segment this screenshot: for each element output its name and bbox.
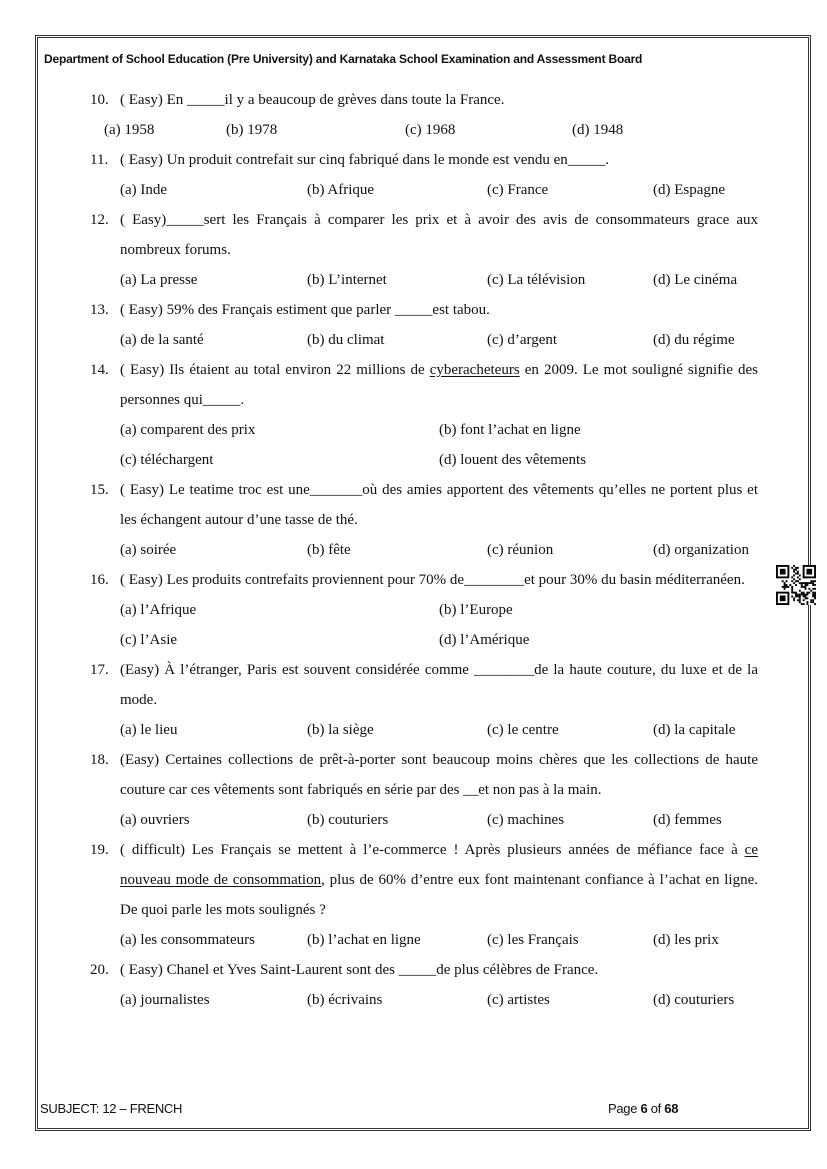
text-segment: ( Easy) Un produit contrefait sur cinq fabriqué dans le monde est vendu en_____.: [120, 152, 610, 168]
question: [90, 565, 758, 595]
answer-option: (d) l’Amérique: [439, 632, 530, 648]
page-header: Department of School Education (Pre University) and Karnataka School Examination and Assessment Board: [44, 52, 643, 66]
question-number: 15.: [90, 482, 109, 498]
question-text: [120, 475, 758, 535]
answer-option: (c) France: [487, 182, 549, 198]
question-text: [120, 955, 758, 985]
question: [90, 835, 758, 925]
footer-page-number: [608, 1101, 678, 1116]
answer-option: (a) l’Afrique: [120, 602, 197, 618]
question: [90, 145, 758, 175]
text-segment: en 2009. Le mot souligné signifie des personnes qui_____.: [120, 362, 758, 408]
answer-option: (b) L’internet: [307, 272, 387, 288]
question-number: 17.: [90, 662, 109, 678]
answer-option: (b) couturiers: [307, 812, 389, 828]
question: [90, 475, 758, 535]
question-text: [120, 835, 758, 925]
answer-option: (c) les Français: [487, 932, 579, 948]
answer-option: (a) Inde: [120, 182, 168, 198]
answer-option: (c) machines: [487, 812, 565, 828]
question-number: 18.: [90, 752, 109, 768]
answer-option: (c) 1968: [405, 122, 456, 138]
text-segment: ( Easy) Le teatime troc est une_______où des amies apportent des vêtements qu’elles ne portent plus et les échangent autour d’une tasse de thé.: [120, 482, 758, 528]
answer-option: (c) téléchargent: [120, 452, 214, 468]
underlined-text: nouveau mode de consommation: [120, 872, 322, 888]
question-text: [120, 85, 758, 115]
question-text: [120, 655, 758, 715]
options-row: [90, 115, 758, 145]
answer-option: (d) organization: [653, 542, 749, 558]
options-row: [90, 925, 758, 955]
answer-option: (a) journalistes: [120, 992, 210, 1008]
answer-option: (b) la siège: [307, 722, 374, 738]
answer-option: (b) du climat: [307, 332, 385, 348]
total-pages: 68: [664, 1101, 679, 1116]
question-number: 12.: [90, 212, 109, 228]
question-number: 16.: [90, 572, 109, 588]
answer-option: (b) écrivains: [307, 992, 383, 1008]
answer-option: (a) les consommateurs: [120, 932, 255, 948]
options-row: [90, 625, 758, 655]
question-text: [120, 205, 758, 265]
page-of-label: of: [647, 1101, 665, 1116]
question-text: [120, 745, 758, 805]
question: [90, 355, 758, 415]
text-segment: ( Easy) Ils étaient au total environ 22 millions de: [120, 362, 430, 378]
text-segment: ( Easy) En _____il y a beaucoup de grèves dans toute la France.: [120, 92, 505, 108]
question-list: [90, 85, 758, 1015]
text-segment: ( Easy) Les produits contrefaits proviennent pour 70% de________et pour 30% du basin méditerranéen.: [120, 572, 745, 588]
options-row: [90, 265, 758, 295]
answer-option: (b) font l’achat en ligne: [439, 422, 581, 438]
question-text: [120, 145, 758, 175]
underlined-text: cyberacheteurs: [429, 362, 520, 378]
question-number: 11.: [90, 152, 109, 168]
question: [90, 85, 758, 115]
answer-option: (c) l’Asie: [120, 632, 178, 648]
footer-subject: SUBJECT: 12 – FRENCH: [40, 1101, 183, 1116]
answer-option: (d) 1948: [572, 122, 624, 138]
qr-code-icon: [776, 565, 816, 605]
question-number: 10.: [90, 92, 109, 108]
question: [90, 745, 758, 805]
page-label: Page: [608, 1101, 641, 1116]
options-row: [90, 595, 758, 625]
answer-option: (a) 1958: [104, 122, 155, 138]
answer-option: (b) Afrique: [307, 182, 375, 198]
text-segment: , plus de 60% d’entre eux font maintenant confiance à l’achat en ligne. De quoi parle les mots soulignés ?: [120, 872, 759, 918]
answer-option: (c) d’argent: [487, 332, 558, 348]
answer-option: (d) Le cinéma: [653, 272, 738, 288]
answer-option: (d) femmes: [653, 812, 722, 828]
answer-option: (d) louent des vêtements: [439, 452, 587, 468]
question-number: 14.: [90, 362, 109, 378]
options-row: [90, 325, 758, 355]
answer-option: (c) réunion: [487, 542, 554, 558]
answer-option: (c) artistes: [487, 992, 550, 1008]
options-row: [90, 445, 758, 475]
answer-option: (a) soirée: [120, 542, 177, 558]
answer-option: (a) ouvriers: [120, 812, 190, 828]
question-text: [120, 565, 758, 595]
answer-option: (c) La télévision: [487, 272, 586, 288]
options-row: [90, 805, 758, 835]
options-row: [90, 415, 758, 445]
options-row: [90, 175, 758, 205]
underlined-text: ce: [744, 842, 758, 858]
answer-option: (d) couturiers: [653, 992, 735, 1008]
text-segment: (Easy) Certaines collections de prêt-à-porter sont beaucoup moins chères que les collections de haute couture car ces vêtements sont fabriqués en série par des __et non pas à la main.: [120, 752, 758, 798]
answer-option: (b) l’achat en ligne: [307, 932, 421, 948]
answer-option: (b) 1978: [226, 122, 278, 138]
options-row: [90, 715, 758, 745]
answer-option: (a) de la santé: [120, 332, 204, 348]
answer-option: (d) du régime: [653, 332, 735, 348]
answer-option: (b) l’Europe: [439, 602, 513, 618]
text-segment: ( Easy)_____sert les Français à comparer les prix et à avoir des avis de consommateurs grace aux nombreux forums.: [120, 212, 758, 258]
text-segment: ( difficult) Les Français se mettent à l’e-commerce ! Après plusieurs années de méfiance face à: [120, 842, 745, 858]
question: [90, 655, 758, 715]
question-number: 13.: [90, 302, 109, 318]
question-text: [120, 295, 758, 325]
answer-option: (b) fête: [307, 542, 351, 558]
question-text: [120, 355, 758, 415]
text-segment: ( Easy) Chanel et Yves Saint-Laurent sont des _____de plus célèbres de France.: [120, 962, 599, 978]
answer-option: (d) la capitale: [653, 722, 736, 738]
question: [90, 205, 758, 265]
question-number: 20.: [90, 962, 109, 978]
question: [90, 955, 758, 985]
answer-option: (d) les prix: [653, 932, 719, 948]
answer-option: (a) comparent des prix: [120, 422, 256, 438]
answer-option: (d) Espagne: [653, 182, 726, 198]
answer-option: (c) le centre: [487, 722, 559, 738]
answer-option: (a) le lieu: [120, 722, 178, 738]
text-segment: (Easy) À l’étranger, Paris est souvent considérée comme ________de la haute couture, du luxe et de la mode.: [120, 662, 758, 708]
answer-option: (a) La presse: [120, 272, 198, 288]
options-row: [90, 535, 758, 565]
options-row: [90, 985, 758, 1015]
question: [90, 295, 758, 325]
text-segment: ( Easy) 59% des Français estiment que parler _____est tabou.: [120, 302, 490, 318]
current-page: 6: [640, 1101, 648, 1116]
question-number: 19.: [90, 842, 109, 858]
